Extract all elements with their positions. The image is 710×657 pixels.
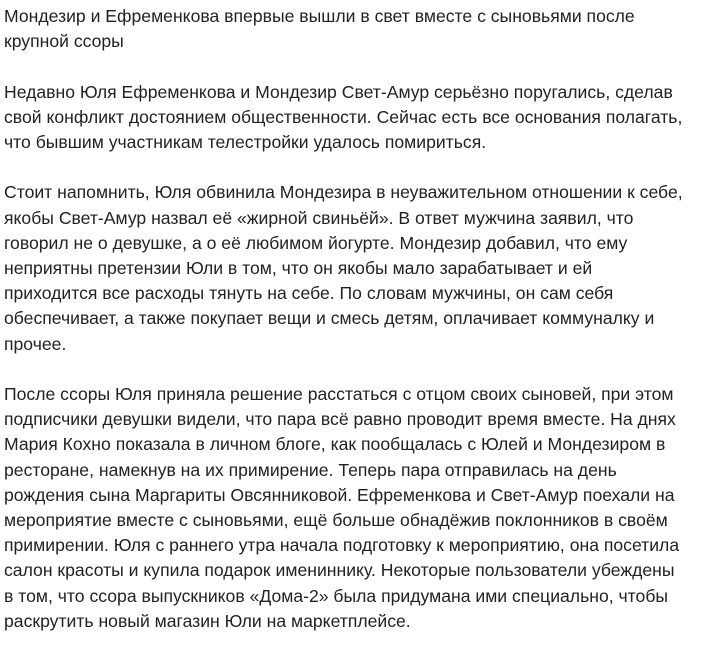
text-line: в том, что ссора выпускников «Дома-2» была придумана ими специально, чтобы (4, 585, 669, 606)
text-line: что бывшим участникам телестройки удалось помириться. (4, 132, 487, 152)
title-line: крупной ссоры (4, 31, 124, 52)
text-line: прочее. (4, 333, 67, 354)
paragraph-3 (4, 382, 710, 634)
text-line: раскрутить новый магазин Юли на маркетплейсе. (4, 610, 411, 631)
text-line: Недавно Юля Ефременкова и Мондезир Свет-Амур серьёзно поругались, сделав (4, 81, 673, 102)
text-line: свой конфликт достоянием общественности. Сейчас есть все основания полагать, (4, 106, 683, 127)
text-line: мероприятие вместе с сыновьями, ещё больше обнадёжив поклонников в своём (4, 510, 668, 531)
text-line: говорил не о девушке, а о её любимом йогурте. Мондезир добавил, что ему (4, 232, 628, 253)
text-line: неприятны претензии Юли в том, что он якобы мало зарабатывает и ей (4, 258, 593, 278)
text-line: салон красоты и купила подарок имениннику. Некоторые пользователи убеждены (4, 560, 675, 581)
paragraph-1 (4, 80, 710, 156)
text-line: рождения сына Маргариты Овсянниковой. Ефременкова и Свет-Амур поехали на (4, 484, 675, 505)
title-line: Мондезир и Ефременкова впервые вышли в свет вместе с сыновьями после (4, 6, 635, 26)
text-line: Стоит напомнить, Юля обвинила Мондезира в неуважительном отношении к себе, (4, 182, 683, 203)
text-line: ресторане, намекнув на их примирение. Теперь пара отправилась на день (4, 459, 617, 480)
text-line: подписчики девушки видели, что пара всё равно проводит время вместе. На днях (4, 409, 676, 430)
text-line: приходится все расходы тянуть на себе. По словам мужчины, он сам себя (4, 283, 614, 304)
text-line: обеспечивает, а также покупает вещи и смесь детям, оплачивает коммуналку и (4, 308, 655, 329)
text-line: якобы Свет-Амур назвал её «жирной свиньёй». В ответ мужчина заявил, что (4, 207, 634, 228)
paragraph-2 (4, 180, 710, 356)
text-line: Мария Кохно показала в личном блоге, как пообщалась с Юлей и Мондезиром в (4, 434, 666, 455)
text-line: примирении. Юля с раннего утра начала подготовку к мероприятию, она посетила (4, 535, 680, 556)
text-line: После ссоры Юля приняла решение расстаться с отцом своих сыновей, при этом (4, 384, 674, 404)
article-title (4, 4, 710, 54)
